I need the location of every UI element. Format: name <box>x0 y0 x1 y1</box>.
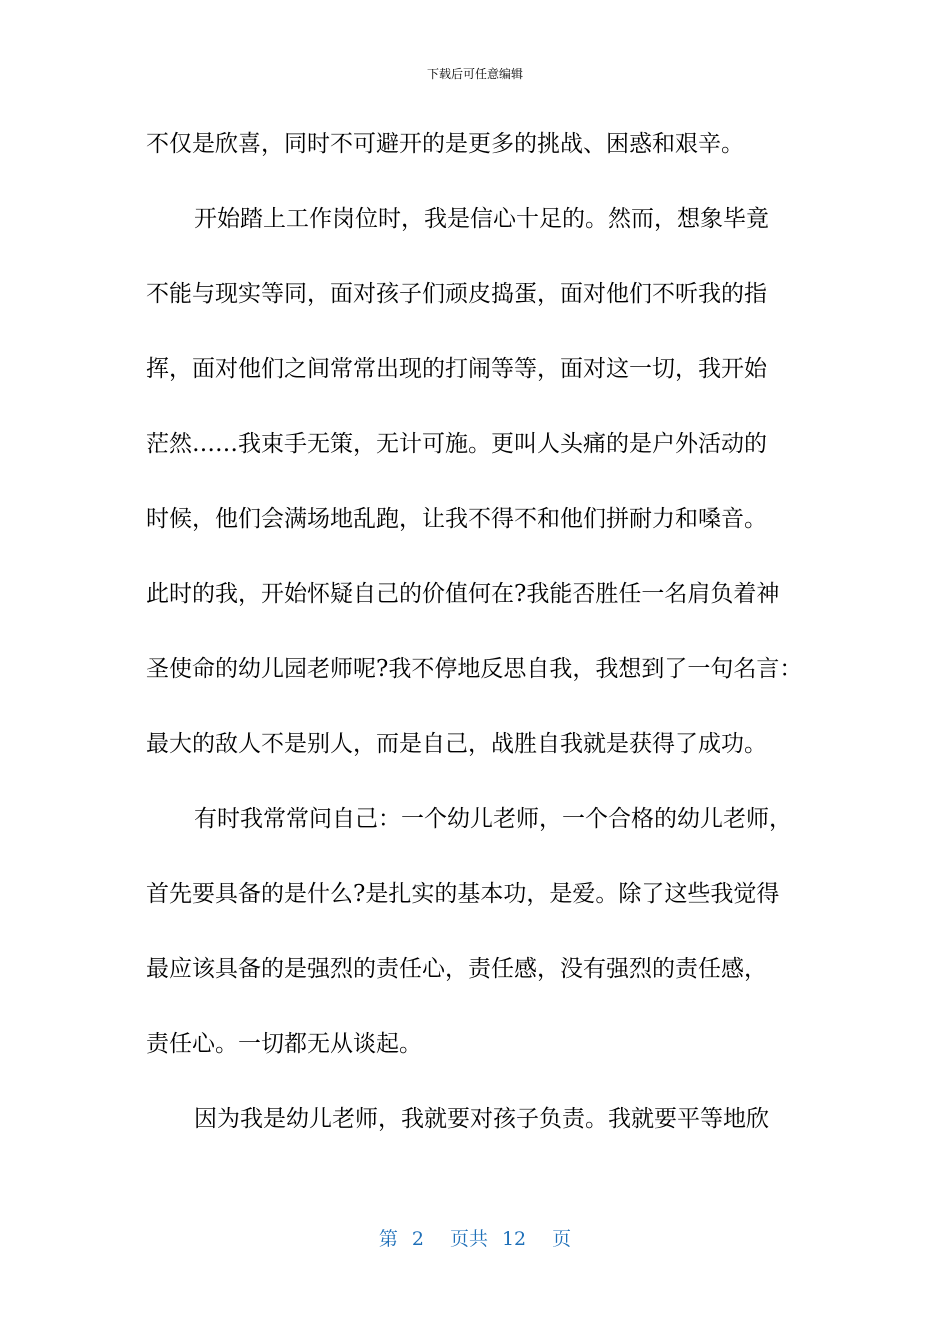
document-body <box>146 126 826 1176</box>
page-header-note: 下载后可任意编辑 <box>426 67 523 81</box>
footer-suffix: 页 <box>552 1228 572 1250</box>
text-line: 时候，他们会满场地乱跑，让我不得不和他们拼耐力和嗓音。 <box>146 506 767 532</box>
text-line: 首先要具备的是什么?是扎实的基本功，是爱。除了这些我觉得 <box>146 881 780 907</box>
total-pages-number: 12 <box>501 1228 527 1250</box>
page-number-footer <box>0 1226 950 1252</box>
text-line: 有时我常常问自己：一个幼儿老师，一个合格的幼儿老师， <box>194 806 792 832</box>
text-line: 茫然……我束手无策，无计可施。更叫人头痛的是户外活动的 <box>146 431 767 457</box>
text-line: 因为我是幼儿老师，我就要对孩子负责。我就要平等地欣 <box>194 1106 769 1132</box>
text-line: 最大的敌人不是别人，而是自己，战胜自我就是获得了成功。 <box>146 731 767 757</box>
text-line: 不能与现实等同，面对孩子们顽皮捣蛋，面对他们不听我的指 <box>146 281 767 307</box>
text-line: 此时的我，开始怀疑自己的价值何在?我能否胜任一名肩负着神 <box>146 581 780 607</box>
footer-middle: 页共 <box>449 1228 488 1250</box>
text-line: 开始踏上工作岗位时，我是信心十足的。然而，想象毕竟 <box>194 206 769 232</box>
text-line: 责任心。一切都无从谈起。 <box>146 1031 422 1057</box>
current-page-number: 2 <box>411 1228 424 1250</box>
footer-prefix: 第 <box>378 1228 398 1250</box>
text-line: 不仅是欣喜，同时不可避开的是更多的挑战、困惑和艰辛。 <box>146 131 744 157</box>
text-line: 挥，面对他们之间常常出现的打闹等等，面对这一切，我开始 <box>146 356 767 382</box>
text-line: 最应该具备的是强烈的责任心，责任感，没有强烈的责任感， <box>146 956 767 982</box>
text-line: 圣使命的幼儿园老师呢?我不停地反思自我，我想到了一句名言： <box>146 656 803 682</box>
